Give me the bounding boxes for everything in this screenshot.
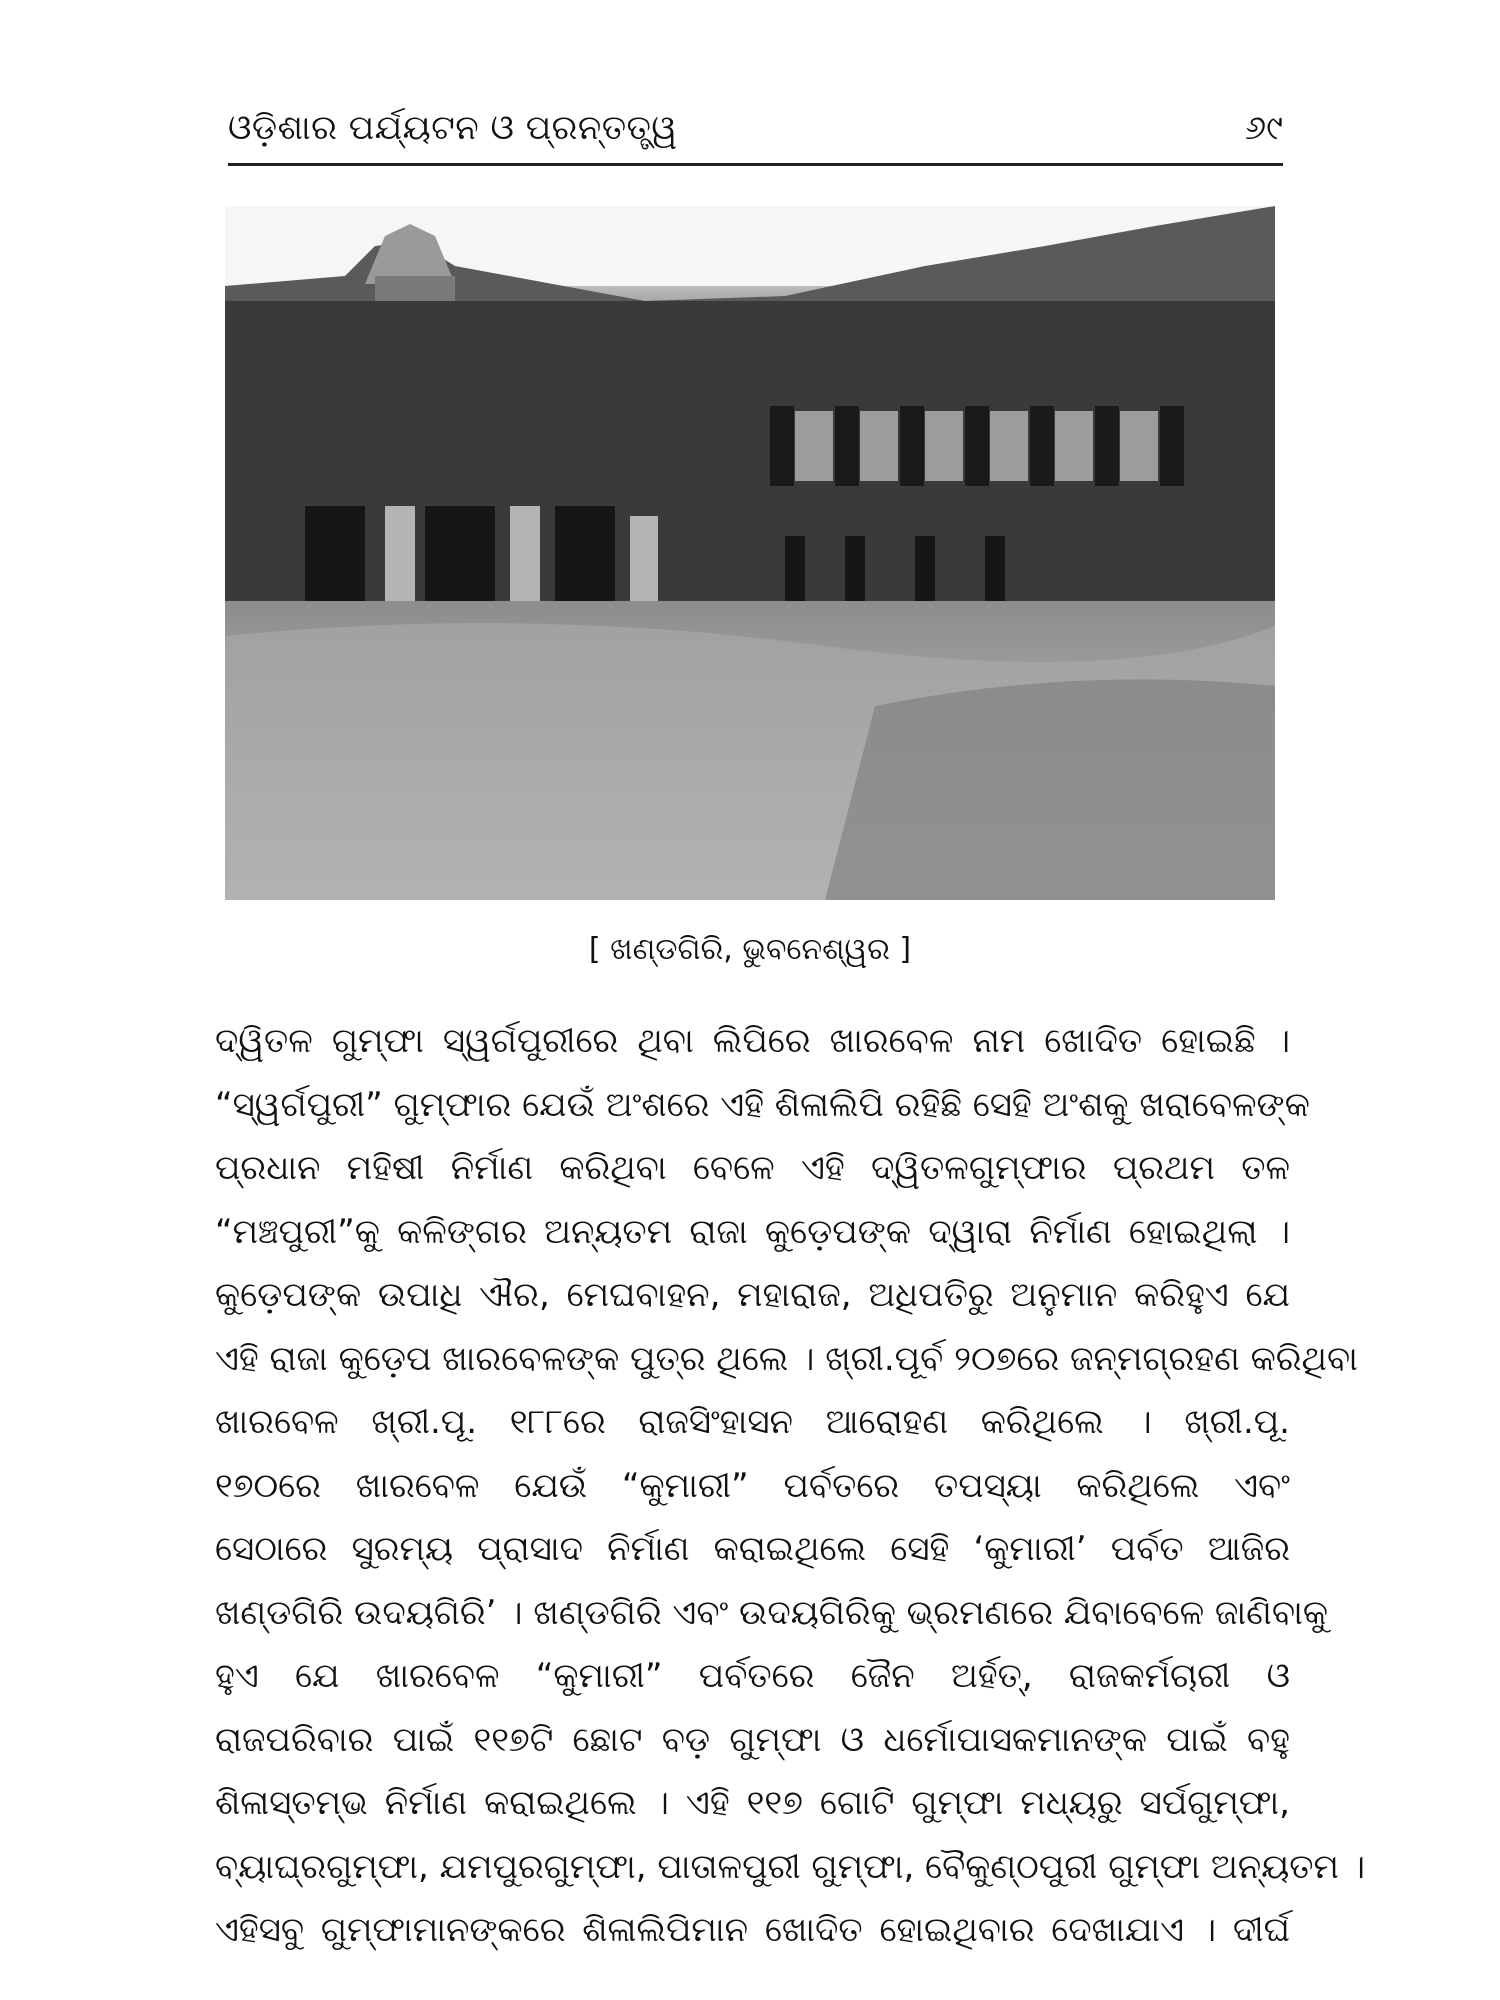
text-line: ପ୍ରଧାନ ମହିଷୀ ନିର୍ମାଣ କରିଥିବା ବେଳେ ଏହି ଦ୍ୱିତଳଗୁମ୍ଫାର ପ୍ରଥମ ତଳ: [215, 1148, 1290, 1188]
khandagiri-photo: [225, 206, 1275, 900]
header-rule: [228, 163, 1283, 166]
text-line: ବ୍ୟାଘ୍ରଗୁମ୍ଫା, ଯମପୁରଗୁମ୍ଫା, ପାତାଳପୁରୀ ଗୁମ୍ଫା, ବୈକୁଣ୍ଠପୁରୀ ଗୁମ୍ଫା ଅନ୍ୟତମ ।: [215, 1846, 1366, 1887]
text-line: ସେଠାରେ ସୁରମ୍ୟ ପ୍ରାସାଦ ନିର୍ମାଣ କରାଇଥିଲେ ସେହି ‘କୁମାରୀ’ ପର୍ବତ ଆଜିର: [215, 1529, 1290, 1569]
text-line: ଏହିସବୁ ଗୁମ୍ଫାମାନଙ୍କରେ ଶିଳାଲିପିମାନ ଖୋଦିତ ହୋଇଥିବାର ଦେଖାଯାଏ । ଦୀର୍ଘ: [215, 1910, 1290, 1950]
page-number: ୬୯: [1244, 108, 1283, 148]
text-line: ଶିଳାସ୍ତମ୍ଭ ନିର୍ମାଣ କରାଇଥିଲେ । ଏହି ୧୧୭ ଗୋଟି ଗୁମ୍ଫା ମଧ୍ୟରୁ ସର୍ପଗୁମ୍ଫା,: [215, 1783, 1290, 1823]
text-line: ଖଣ୍ଡଗିରି ଉଦୟଗିରି’ । ଖଣ୍ଡଗିରି ଏବଂ ଉଦୟଗିରିକୁ ଭ୍ରମଣରେ ଯିବାବେଳେ ଜାଣିବାକୁ: [215, 1592, 1328, 1633]
text-line: “ସ୍ୱର୍ଗପୁରୀ” ଗୁମ୍ଫାର ଯେଉଁ ଅଂଶରେ ଏହି ଶିଳାଲିପି ରହିଛି ସେହି ଅଂଶକୁ ଖରାବେଳଙ୍କ: [215, 1084, 1310, 1125]
text-line: ହୁଏ ଯେ ଖାରବେଳ “କୁମାରୀ” ପର୍ବତରେ ଜୈନ ଅର୍ହତ୍, ରାଜକର୍ମଚାରୀ ଓ: [215, 1656, 1290, 1696]
text-line: ଦ୍ୱିତଳ ଗୁମ୍ଫା ସ୍ୱର୍ଗପୁରୀରେ ଥିବା ଲିପିରେ ଖାରବେଳ ନାମ ଖୋଦିତ ହୋଇଛି ।: [215, 1021, 1290, 1061]
photo-illustration: [225, 206, 1275, 900]
text-line: କୁଡ଼େପଙ୍କ ଉପାଧି ଐର, ମେଘବାହନ, ମହାରାଜ, ଅଧିପତିରୁ ଅନୁମାନ କରିହୁଏ ଯେ: [215, 1275, 1290, 1315]
running-title: ଓଡ଼ିଶାର ପର୍ଯ୍ୟଟନ ଓ ପ୍ରନ୍ତତ୍ତ୍ୱ: [228, 108, 678, 148]
page-header: [228, 100, 1283, 164]
text-line: ୧୭୦ରେ ଖାରବେଳ ଯେଉଁ “କୁମାରୀ” ପର୍ବତରେ ତପସ୍ୟା କରିଥିଲେ ଏବଂ: [215, 1465, 1290, 1506]
text-line: ଏହି ରାଜା କୁଡ଼େପ ଖାରବେଳଙ୍କ ପୁତ୍ର ଥିଲେ । ଖ୍ରୀ.ପୂର୍ବ ୨୦୭ରେ ଜନ୍ମଗ୍ରହଣ କରିଥିବା: [215, 1338, 1358, 1379]
text-line: “ମଞ୍ଚପୁରୀ”କୁ କଳିଙ୍ଗର ଅନ୍ୟତମ ରାଜା କୁଡ଼େପଙ୍କ ଦ୍ୱାରା ନିର୍ମାଣ ହୋଇଥିଲା ।: [215, 1211, 1290, 1252]
photo-caption: [ ଖଣ୍ଡଗିରି, ଭୁବନେଶ୍ୱର ]: [588, 932, 912, 967]
text-line: ଖାରବେଳ ଖ୍ରୀ.ପୂ. ୧୮୮ରେ ରାଜସିଂହାସନ ଆରୋହଣ କରିଥିଲେ । ଖ୍ରୀ.ପୂ.: [215, 1402, 1290, 1442]
text-line: ରାଜପରିବାର ପାଇଁ ୧୧୭ଟି ଛୋଟ ବଡ଼ ଗୁମ୍ଫା ଓ ଧର୍ମୋପାସକମାନଙ୍କ ପାଇଁ ବହୁ: [215, 1719, 1290, 1760]
body-paragraph: [215, 1010, 1366, 1963]
